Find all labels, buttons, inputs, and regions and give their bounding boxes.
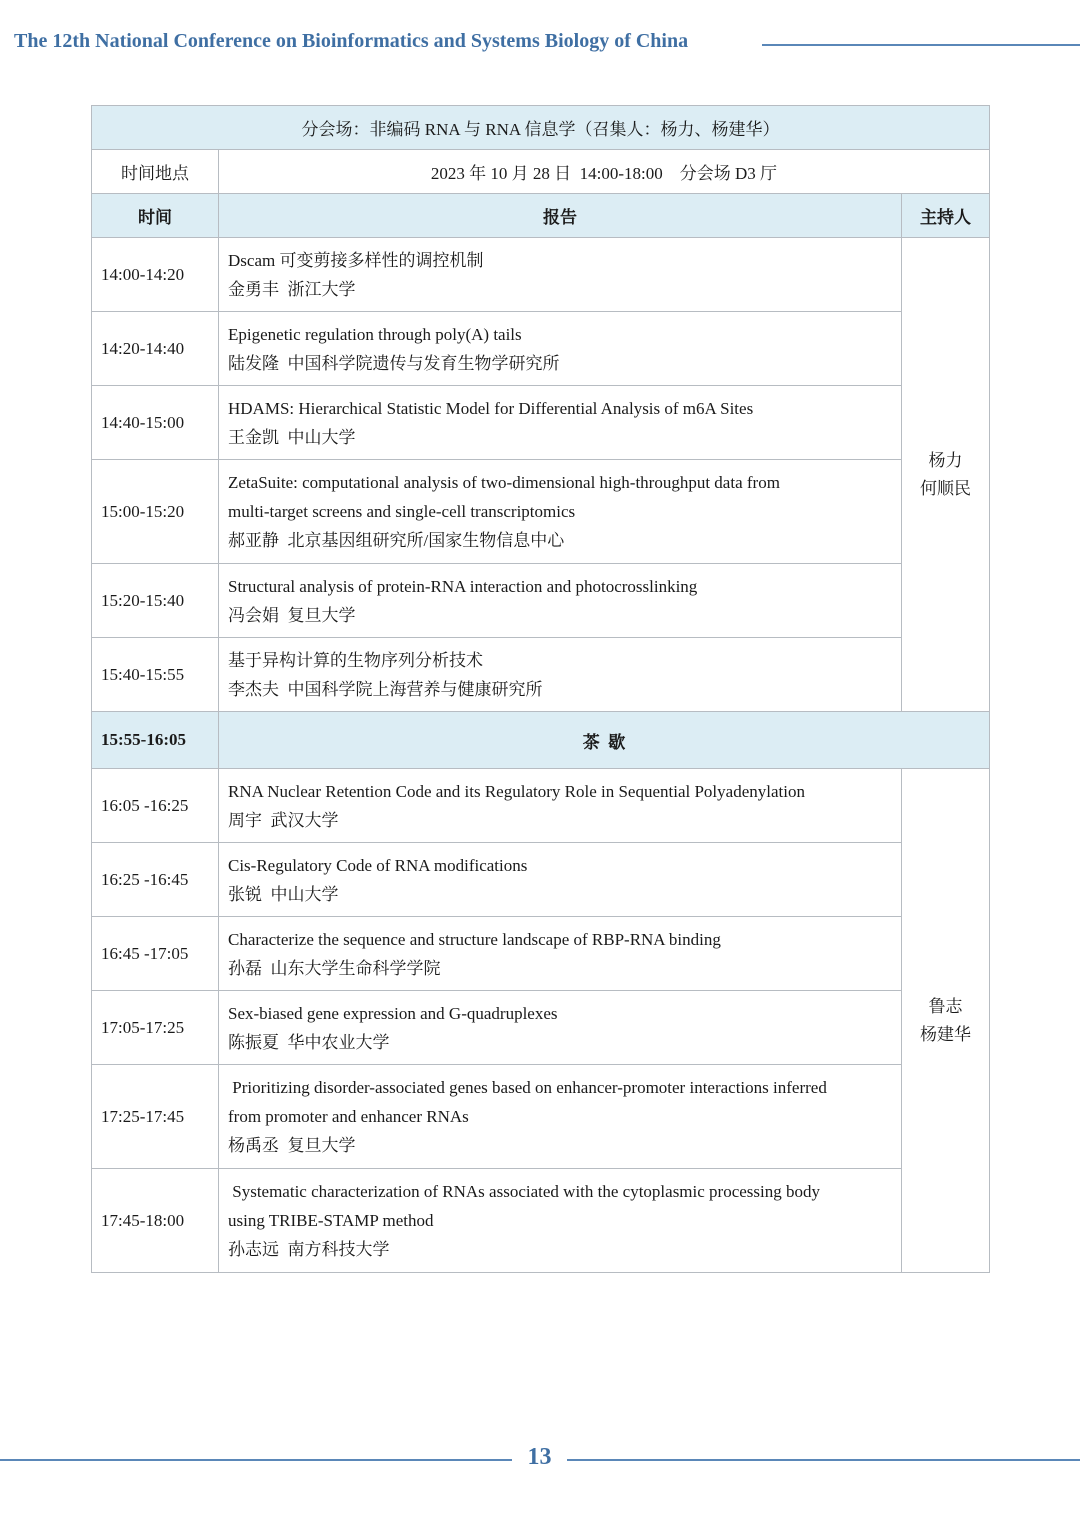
- talk-speaker: 金勇丰 浙江大学: [228, 279, 356, 299]
- column-header-row: [92, 194, 990, 238]
- talk-time: 15:40-15:55: [92, 638, 219, 712]
- tea-break-label: 茶 歇: [219, 712, 990, 769]
- host-name: 何顺民: [920, 478, 971, 498]
- col-header-report: 报告: [219, 194, 902, 238]
- talk-speaker: 杨禹丞 复旦大学: [228, 1136, 356, 1155]
- host-name: 鲁志: [928, 996, 963, 1016]
- talk-info: [219, 312, 902, 386]
- talk-info: [219, 238, 902, 312]
- talk-title: 基于异构计算的生物序列分析技术: [228, 650, 483, 670]
- talk-time: 16:45 -17:05: [92, 917, 219, 991]
- talk-time: 17:45-18:00: [92, 1169, 219, 1273]
- talk-row: [92, 769, 990, 843]
- session-title-row: [92, 106, 990, 150]
- talk-speaker: 孙志远 南方科技大学: [228, 1240, 390, 1259]
- host-cell-first: [902, 238, 990, 712]
- talk-time: 16:05 -16:25: [92, 769, 219, 843]
- talk-title: HDAMS: Hierarchical Statistic Model for Differential Analysis of m6A Sites: [228, 398, 754, 418]
- talk-row: [92, 312, 990, 386]
- talk-speaker: 李杰夫 中国科学院上海营养与健康研究所: [228, 679, 543, 699]
- talk-time: 14:20-14:40: [92, 312, 219, 386]
- place-label: 时间地点: [92, 150, 219, 194]
- host-name: 杨力: [928, 450, 963, 470]
- talk-title-cont: from promoter and enhancer RNAs: [228, 1107, 469, 1126]
- talk-title: ZetaSuite: computational analysis of two-dimensional high-throughput data from: [228, 473, 780, 492]
- page-number: 13: [527, 1444, 552, 1470]
- talk-speaker: 陆发隆 中国科学院遗传与发育生物学研究所: [228, 353, 560, 373]
- talk-row: [92, 843, 990, 917]
- talk-speaker: 郝亚静 北京基因组研究所/国家生物信息中心: [228, 531, 565, 550]
- talk-speaker: 陈振夏 华中农业大学: [228, 1032, 390, 1052]
- talk-time: 14:00-14:20: [92, 238, 219, 312]
- session-place-row: [92, 150, 990, 194]
- place-value: 2023 年 10 月 28 日 14:00-18:00 分会场 D3 厅: [219, 150, 990, 194]
- talk-info: [219, 769, 902, 843]
- talk-time: 17:25-17:45: [92, 1065, 219, 1169]
- talk-time: 15:00-15:20: [92, 460, 219, 564]
- talk-time: 17:05-17:25: [92, 991, 219, 1065]
- talk-time: 16:25 -16:45: [92, 843, 219, 917]
- talk-row: [92, 564, 990, 638]
- talk-row: [92, 1065, 990, 1169]
- talk-title: Structural analysis of protein-RNA interaction and photocrosslinking: [228, 576, 698, 596]
- talk-title: Sex-biased gene expression and G-quadruplexes: [228, 1003, 558, 1023]
- talk-info: [219, 638, 902, 712]
- footer-rule-left: [0, 1459, 512, 1461]
- talk-speaker: 王金凯 中山大学: [228, 427, 356, 447]
- talk-row: [92, 1169, 990, 1273]
- talk-title: Systematic characterization of RNAs associated with the cytoplasmic processing body: [228, 1182, 821, 1201]
- talk-title: RNA Nuclear Retention Code and its Regulatory Role in Sequential Polyadenylation: [228, 781, 805, 801]
- talk-time: 15:20-15:40: [92, 564, 219, 638]
- talk-speaker: 周宇 武汉大学: [228, 810, 339, 830]
- talk-info: [219, 843, 902, 917]
- talk-title-cont: using TRIBE-STAMP method: [228, 1211, 434, 1230]
- talk-title: Characterize the sequence and structure landscape of RBP-RNA binding: [228, 929, 721, 949]
- talk-info: [219, 917, 902, 991]
- tea-break-row: [92, 712, 990, 769]
- talk-info: [219, 1169, 902, 1273]
- header-rule: [762, 44, 1080, 46]
- session-title: 分会场：非编码 RNA 与 RNA 信息学（召集人：杨力、杨建华）: [92, 106, 990, 150]
- talk-info: [219, 564, 902, 638]
- col-header-time: 时间: [92, 194, 219, 238]
- talk-row: [92, 638, 990, 712]
- talk-speaker: 张锐 中山大学: [228, 884, 339, 904]
- talk-title: Prioritizing disorder-associated genes based on enhancer-promoter interactions inferred: [228, 1078, 827, 1097]
- talk-info: [219, 1065, 902, 1169]
- talk-row: [92, 991, 990, 1065]
- talk-title: Dscam 可变剪接多样性的调控机制: [228, 250, 484, 270]
- host-name: 杨建华: [920, 1024, 971, 1044]
- tea-break-time: 15:55-16:05: [92, 712, 219, 769]
- host-cell-second: [902, 769, 990, 1273]
- schedule-table: [91, 105, 990, 1273]
- footer-rule-right: [567, 1459, 1080, 1461]
- talk-title: Epigenetic regulation through poly(A) tails: [228, 324, 522, 344]
- talk-title-cont: multi-target screens and single-cell transcriptomics: [228, 502, 576, 521]
- talk-row: [92, 238, 990, 312]
- talk-speaker: 冯会娟 复旦大学: [228, 605, 356, 625]
- talk-time: 14:40-15:00: [92, 386, 219, 460]
- talk-speaker: 孙磊 山东大学生命科学学院: [228, 958, 441, 978]
- talk-row: [92, 917, 990, 991]
- talk-row: [92, 460, 990, 564]
- talk-info: [219, 460, 902, 564]
- talk-row: [92, 386, 990, 460]
- conference-title: The 12th National Conference on Bioinformatics and Systems Biology of China: [14, 30, 689, 52]
- col-header-host: 主持人: [902, 194, 990, 238]
- talk-info: [219, 991, 902, 1065]
- talk-info: [219, 386, 902, 460]
- talk-title: Cis-Regulatory Code of RNA modifications: [228, 855, 528, 875]
